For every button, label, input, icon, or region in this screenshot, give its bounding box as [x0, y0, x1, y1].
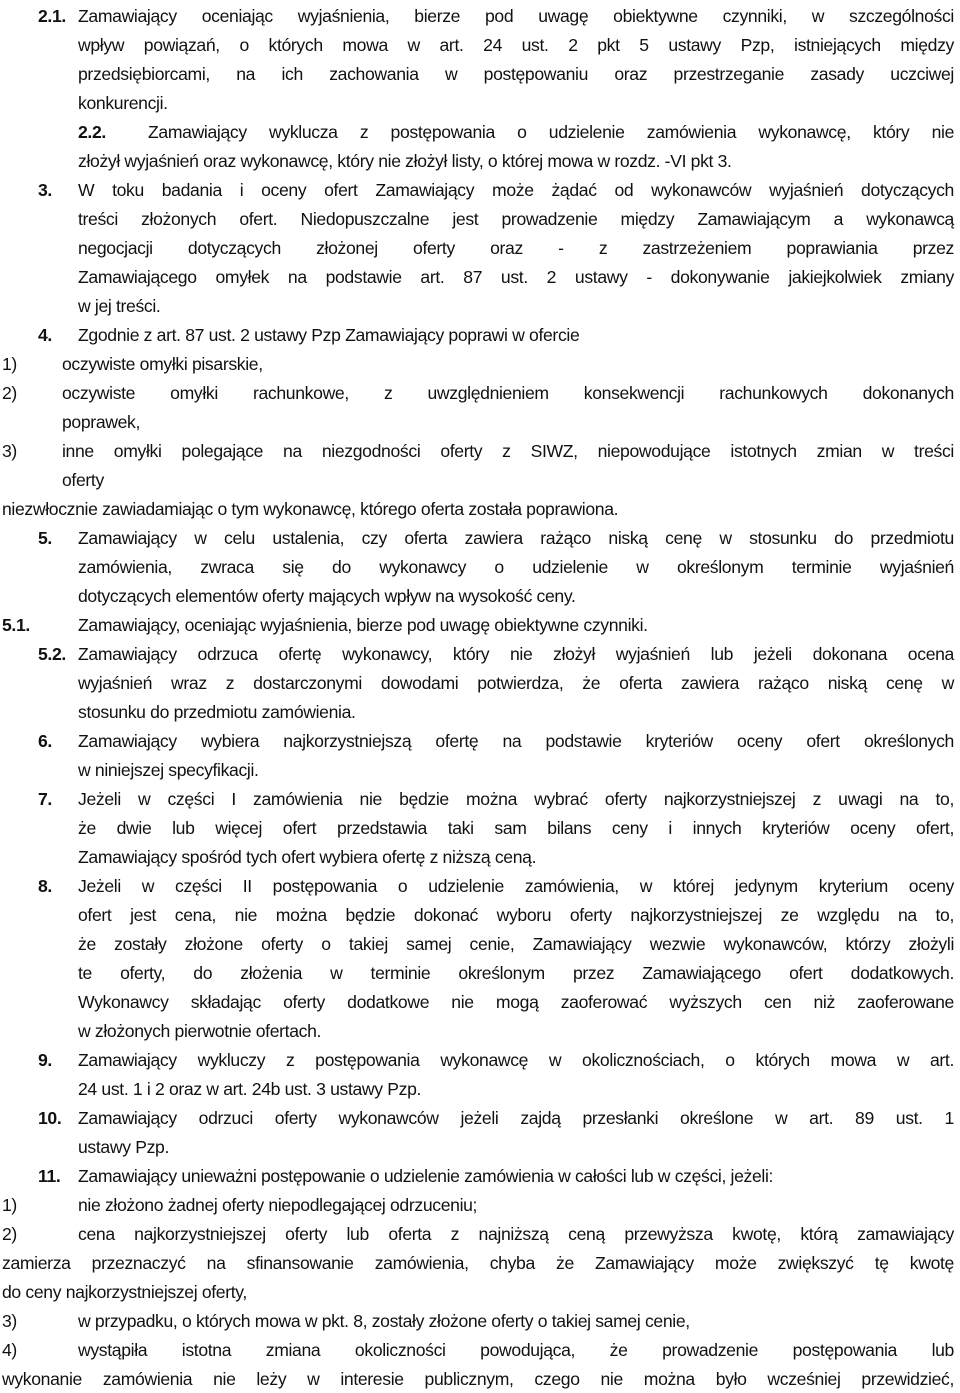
- section-number: 7.: [38, 789, 52, 809]
- section-number: 2.2.: [78, 122, 106, 142]
- section-number: 5.1.: [2, 615, 30, 635]
- paragraph-line: wyjaśnień wraz z dostarczonymi dowodami potwierdza, że oferta zawiera rażąco niską cenę w: [78, 673, 954, 693]
- list-item-line: nie złożono żadnej oferty niepodlegającej odrzuceniu;: [78, 1195, 478, 1215]
- paragraph-line: Zamawiający w celu ustalenia, czy oferta zawiera rażąco niską cenę w stosunku do przedmiotu: [78, 528, 954, 548]
- paragraph-line: Zamawiający, oceniając wyjaśnienia, bierze pod uwagę obiektywne czynniki.: [78, 615, 648, 635]
- section-number: 6.: [38, 731, 52, 751]
- list-item-number: 3): [2, 441, 17, 461]
- list-item-number: 4): [2, 1340, 17, 1360]
- paragraph-line: Wykonawcy składając oferty dodatkowe nie mogą zaoferować wyższych cen niż zaoferowane: [78, 992, 954, 1012]
- paragraph-line: złożył wyjaśnień oraz wykonawcę, który nie złożył listy, o której mowa w rozdz. -VI pkt 3.: [78, 151, 732, 171]
- list-item-line: w przypadku, o których mowa w pkt. 8, zostały złożone oferty o takiej samej cenie,: [78, 1311, 690, 1331]
- paragraph-line: konkurencji.: [78, 93, 168, 113]
- paragraph-line: 24 ust. 1 i 2 oraz w art. 24b ust. 3 ustawy Pzp.: [78, 1079, 422, 1099]
- list-item-line: wykonanie zamówienia nie leży w interesie publicznym, czego nie można było wcześniej przewidzieć,: [2, 1369, 954, 1389]
- list-item-line: zamierza przeznaczyć na sfinansowanie zamówienia, chyba że Zamawiający może zwiększyć tę kwotę: [2, 1253, 954, 1273]
- section-number: 2.1.: [38, 6, 66, 26]
- list-item-line: cena najkorzystniejszej oferty lub oferta z najniższą ceną przewyższa kwotę, którą zamawiający: [78, 1224, 954, 1244]
- paragraph-line: ofert jest cena, nie można będzie dokonać wyboru oferty najkorzystniejszej ze względu na to,: [78, 905, 954, 925]
- paragraph-line: stosunku do przedmiotu zamówienia.: [78, 702, 356, 722]
- list-item-number: 3): [2, 1311, 17, 1331]
- paragraph-line: w jej treści.: [78, 296, 161, 316]
- list-item-number: 1): [2, 1195, 17, 1215]
- paragraph-line: Zamawiającego omyłek na podstawie art. 87 ust. 2 ustawy - dokonywanie jakiejkolwiek zmiany: [78, 267, 954, 287]
- list-item-line: do ceny najkorzystniejszej oferty,: [2, 1282, 247, 1302]
- paragraph-line: Zamawiający odrzuci oferty wykonawców jeżeli zajdą przesłanki określone w art. 89 ust. 1: [78, 1108, 954, 1128]
- list-item-number: 1): [2, 354, 17, 374]
- paragraph-line: W toku badania i oceny ofert Zamawiający może żądać od wykonawców wyjaśnień dotyczących: [78, 180, 954, 200]
- paragraph-line: Zamawiający odrzuca ofertę wykonawcy, który nie złożył wyjaśnień lub jeżeli dokonana ocena: [78, 644, 954, 664]
- paragraph-line: dotyczących elementów oferty mających wpływ na wysokość ceny.: [78, 586, 576, 606]
- paragraph-line: Zgodnie z art. 87 ust. 2 ustawy Pzp Zamawiający poprawi w ofercie: [78, 325, 580, 345]
- paragraph-line: w niniejszej specyfikacji.: [78, 760, 259, 780]
- list-item-line: wystąpiła istotna zmiana okoliczności powodująca, że prowadzenie postępowania lub: [78, 1340, 954, 1360]
- section-number: 5.2.: [38, 644, 66, 664]
- list-item-line: oczywiste omyłki rachunkowe, z uwzględnieniem konsekwencji rachunkowych dokonanych: [62, 383, 954, 403]
- paragraph-line: w złożonych pierwotnie ofertach.: [78, 1021, 322, 1041]
- paragraph-line: Zamawiający unieważni postępowanie o udzielenie zamówienia w całości lub w części, jeżeli:: [78, 1166, 774, 1186]
- paragraph-line: Jeżeli w części II postępowania o udzielenie zamówienia, w której jedynym kryterium oceny: [78, 876, 954, 896]
- paragraph-line: ustawy Pzp.: [78, 1137, 169, 1157]
- paragraph-line: zamówienia, zwraca się do wykonawcy o udzielenie w określonym terminie wyjaśnień: [78, 557, 954, 577]
- section-number: 10.: [38, 1108, 62, 1128]
- paragraph-line: że zostały złożone oferty o takiej samej cenie, Zamawiający wezwie wykonawców, którzy złożyli: [78, 934, 954, 954]
- paragraph-line: te oferty, do złożenia w terminie określonym przez Zamawiającego ofert dodatkowych.: [78, 963, 954, 983]
- paragraph-line: Zamawiający wybiera najkorzystniejszą ofertę na podstawie kryteriów oceny ofert określonych: [78, 731, 954, 751]
- paragraph-line: przedsiębiorcami, na ich zachowania w postępowaniu oraz przestrzeganie zasady uczciwej: [78, 64, 954, 84]
- section-number: 5.: [38, 528, 52, 548]
- paragraph-line: że dwie lub więcej ofert przedstawia taki sam bilans ceny i innych kryteriów oceny ofert,: [78, 818, 954, 838]
- list-item-number: 2): [2, 1224, 17, 1244]
- section-number: 3.: [38, 180, 52, 200]
- paragraph-line: niezwłocznie zawiadamiając o tym wykonawcę, którego oferta została poprawiona.: [2, 499, 619, 519]
- paragraph-line: Jeżeli w części I zamówienia nie będzie można wybrać oferty najkorzystniejszej z uwagi na to,: [78, 789, 954, 809]
- paragraph-line: Zamawiający oceniając wyjaśnienia, bierze pod uwagę obiektywne czynniki, w szczególności: [78, 6, 954, 26]
- list-item-line: inne omyłki polegające na niezgodności oferty z SIWZ, niepowodujące istotnych zmian w treści: [62, 441, 954, 461]
- paragraph-line: Zamawiający spośród tych ofert wybiera ofertę z niższą ceną.: [78, 847, 537, 867]
- list-item-line: oferty: [62, 470, 104, 490]
- list-item-line: oczywiste omyłki pisarskie,: [62, 354, 263, 374]
- section-number: 11.: [38, 1166, 61, 1186]
- list-item-number: 2): [2, 383, 17, 403]
- section-number: 8.: [38, 876, 52, 896]
- paragraph-line: wpływ powiązań, o których mowa w art. 24 ust. 2 pkt 5 ustawy Pzp, istniejących między: [78, 35, 954, 55]
- paragraph-line: Zamawiający wyklucza z postępowania o udzielenie zamówienia wykonawcę, który nie: [148, 122, 954, 142]
- paragraph-line: treści złożonych ofert. Niedopuszczalne jest prowadzenie między Zamawiającym a wykonawcą: [78, 209, 954, 229]
- section-number: 9.: [38, 1050, 52, 1070]
- section-number: 4.: [38, 325, 52, 345]
- paragraph-line: Zamawiający wykluczy z postępowania wykonawcę w okolicznościach, o których mowa w art.: [78, 1050, 954, 1070]
- paragraph-line: negocjacji dotyczących złożonej oferty oraz - z zastrzeżeniem poprawiania przez: [78, 238, 954, 258]
- list-item-line: poprawek,: [62, 412, 141, 432]
